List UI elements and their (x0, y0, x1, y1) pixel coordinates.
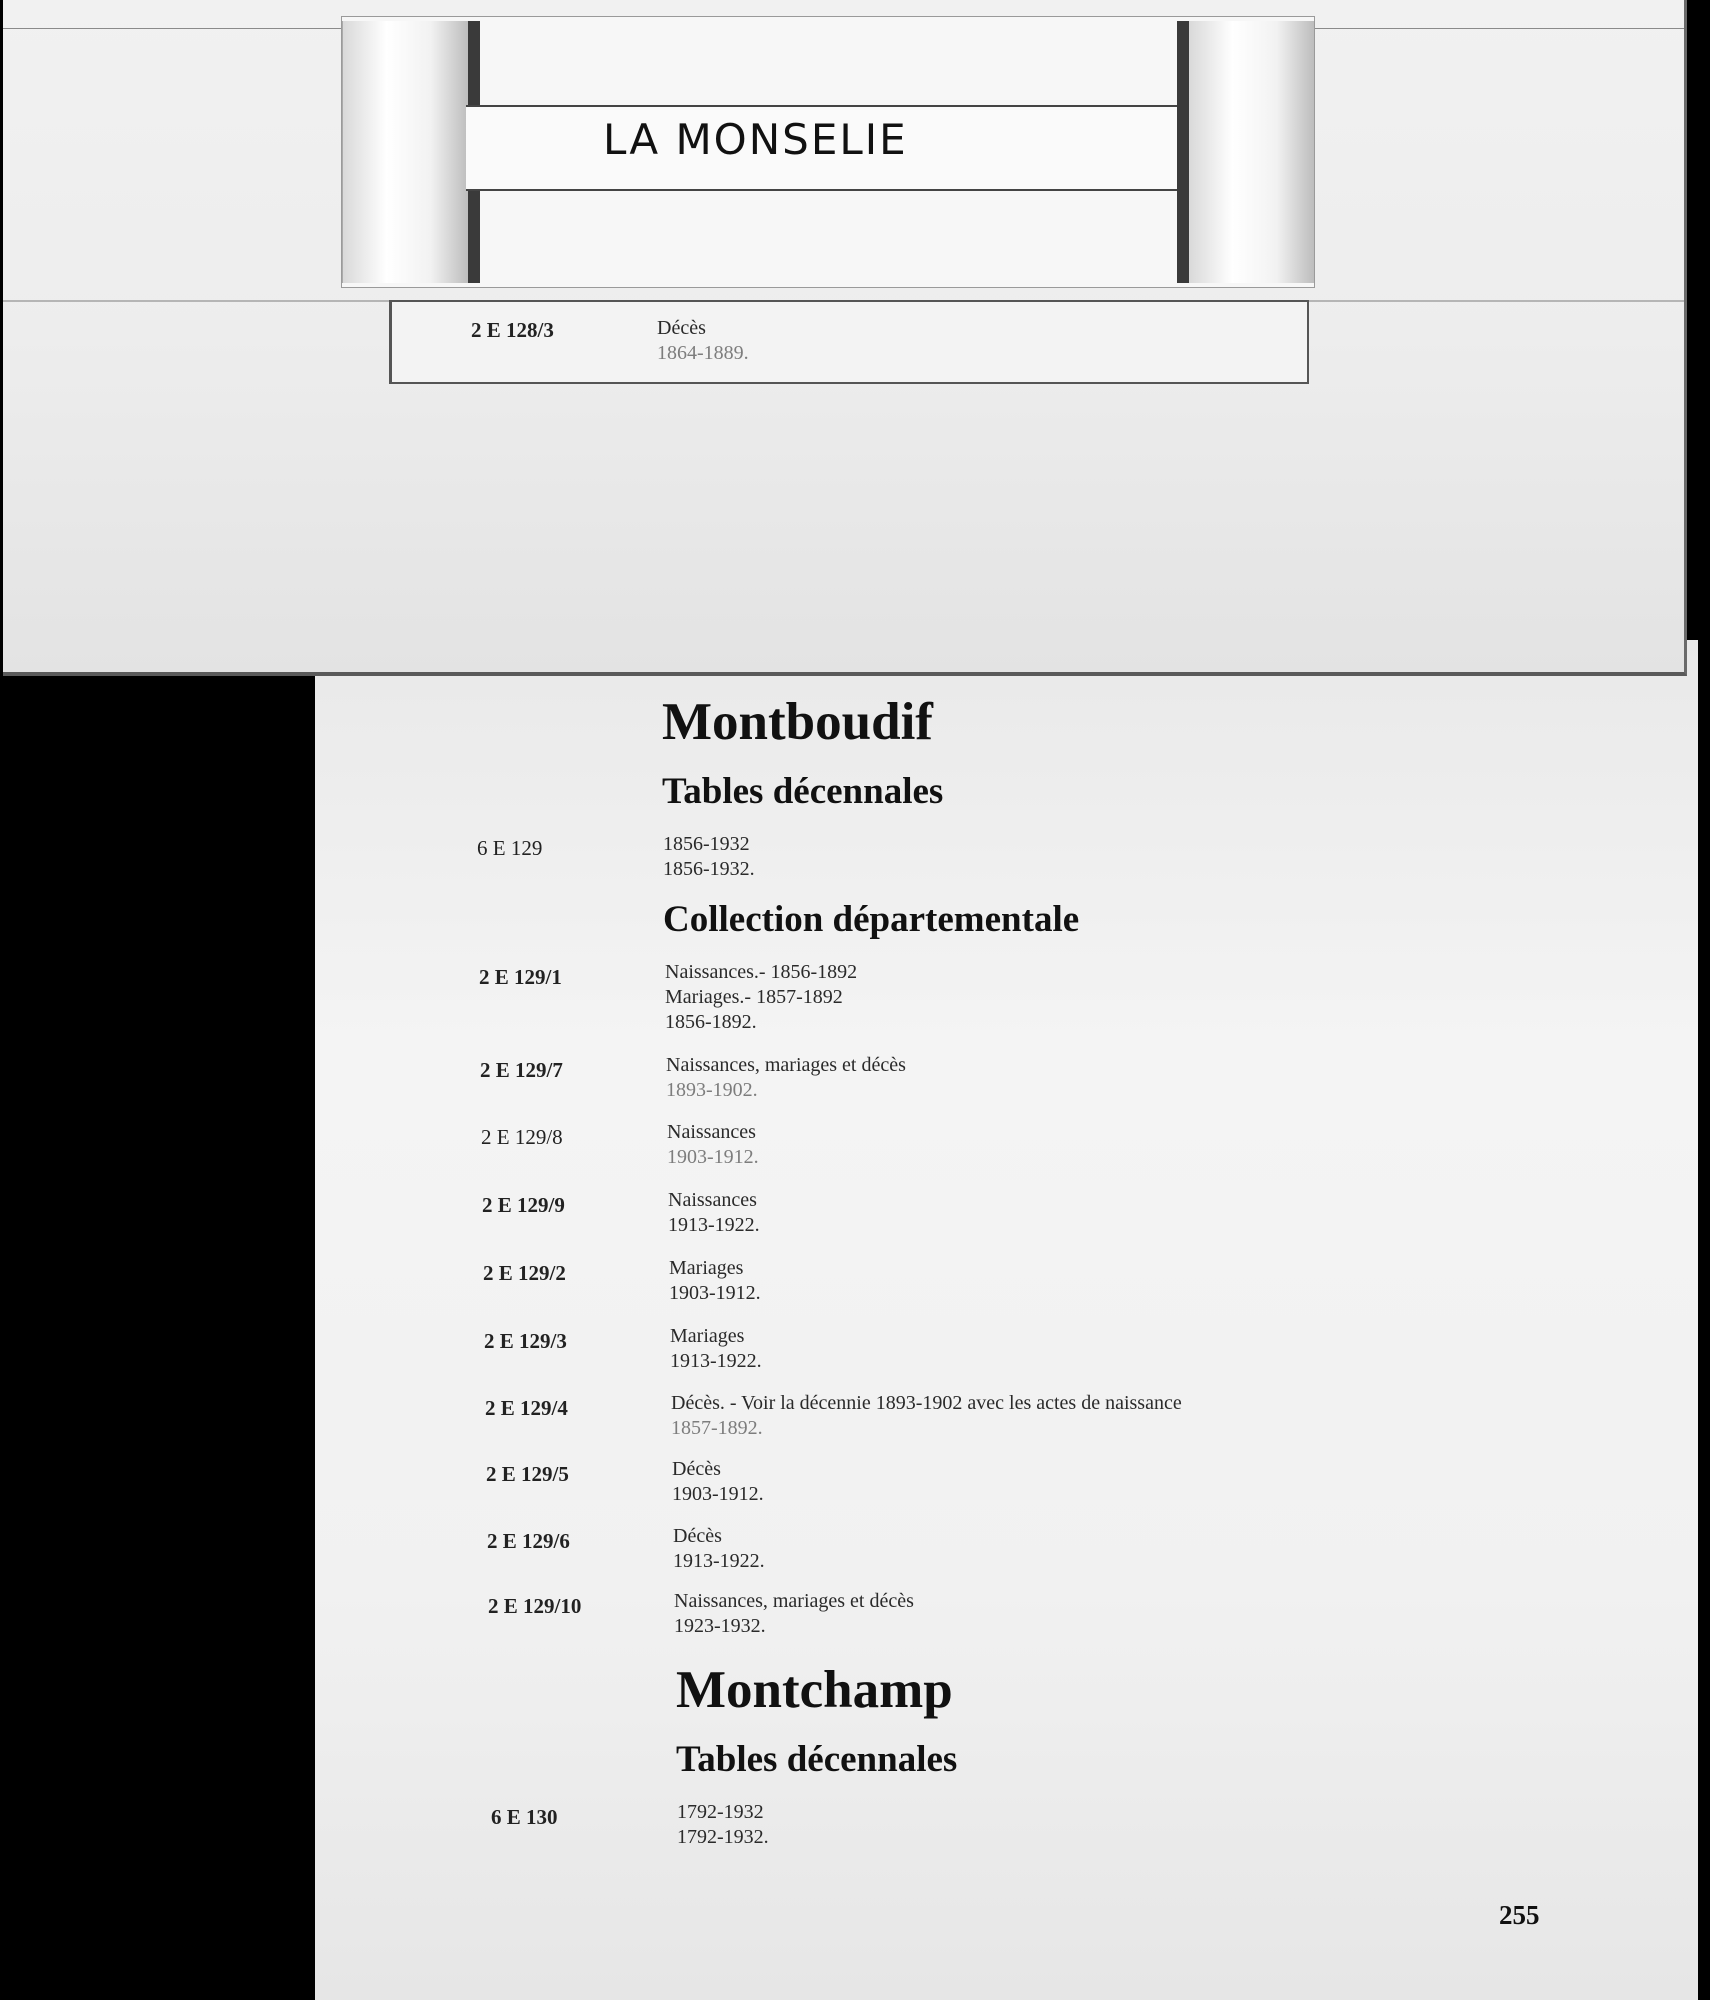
entry-line: 1903-1912. (672, 1483, 764, 1505)
section-title-tables-decennales: Tables décennales (662, 771, 944, 812)
label-clip-right (1177, 21, 1314, 283)
entry-description (663, 832, 755, 882)
section-title-collection-departementale: Collection départementale (663, 899, 1080, 940)
entry-line: 1856-1892. (665, 1011, 757, 1033)
entry-line: 1903-1912. (667, 1146, 759, 1168)
entry-line: 1903-1912. (669, 1282, 761, 1304)
entry-description (665, 960, 857, 1035)
entry-code: 6 E 130 (491, 1805, 558, 1829)
entry-description (671, 1391, 1182, 1441)
entry-code: 6 E 129 (477, 836, 543, 860)
place-title-montboudif: Montboudif (662, 693, 933, 751)
entry-line: 1923-1932. (674, 1615, 766, 1637)
entry-line: 1864-1889. (657, 342, 749, 364)
entry-code: 2 E 129/4 (485, 1396, 568, 1420)
entry-line: Naissances (668, 1189, 757, 1211)
entry-line: 1913-1922. (668, 1214, 760, 1236)
entry-line: Mariages (669, 1257, 744, 1279)
section-title-tables-decennales: Tables décennales (676, 1739, 958, 1780)
entry-code: 2 E 129/7 (480, 1058, 563, 1082)
entry-description (673, 1524, 765, 1574)
entry-description (666, 1053, 906, 1103)
entry-line: Mariages (670, 1325, 745, 1347)
entry-description (674, 1589, 914, 1639)
entry-description (667, 1120, 759, 1170)
entry-line: Naissances.- 1856-1892 (665, 961, 858, 983)
entry-description (657, 316, 749, 366)
entry-line: Naissances, mariages et décès (674, 1590, 914, 1612)
entry-code: 2 E 129/9 (482, 1193, 565, 1217)
entry-code: 2 E 129/2 (483, 1261, 566, 1285)
label-clip-left (342, 21, 480, 283)
entry-description (669, 1256, 761, 1306)
overlay-card (3, 0, 1687, 676)
place-title-montchamp: Montchamp (676, 1661, 953, 1719)
entry-line: Décès (672, 1458, 721, 1480)
entry-description (672, 1457, 764, 1507)
entry-code: 2 E 129/3 (484, 1329, 567, 1353)
entry-code: 2 E 128/3 (471, 318, 554, 342)
entry-description (677, 1800, 769, 1850)
entry-line: Décès. - Voir la décennie 1893-1902 avec les actes de naissance (671, 1392, 1182, 1414)
entry-description (670, 1324, 762, 1374)
entry-code: 2 E 129/8 (481, 1125, 563, 1149)
handwritten-label: LA MONSELIE (603, 115, 908, 164)
entry-line: 1893-1902. (666, 1079, 758, 1101)
entry-line: Naissances (667, 1121, 756, 1143)
entry-code: 2 E 129/5 (486, 1462, 569, 1486)
entry-code: 2 E 129/10 (488, 1594, 582, 1618)
entry-line: 1792-1932. (677, 1826, 769, 1848)
entry-line: 1913-1922. (670, 1350, 762, 1372)
page-number: 255 (1499, 1900, 1540, 1930)
entry-line: 1856-1932 (663, 833, 750, 855)
entry-line: 1856-1932. (663, 858, 755, 880)
entry-code: 2 E 129/1 (479, 965, 562, 989)
register-page (315, 640, 1698, 2000)
entry-line: 1792-1932 (677, 1801, 764, 1823)
entry-line: Décès (673, 1525, 722, 1547)
entry-description (668, 1188, 760, 1238)
entry-code: 2 E 129/6 (487, 1529, 570, 1553)
entry-line: Décès (657, 317, 706, 339)
entry-line: Mariages.- 1857-1892 (665, 986, 843, 1008)
entry-line: 1913-1922. (673, 1550, 765, 1572)
entry-line: Naissances, mariages et décès (666, 1054, 906, 1076)
entry-line: 1857-1892. (671, 1417, 763, 1439)
